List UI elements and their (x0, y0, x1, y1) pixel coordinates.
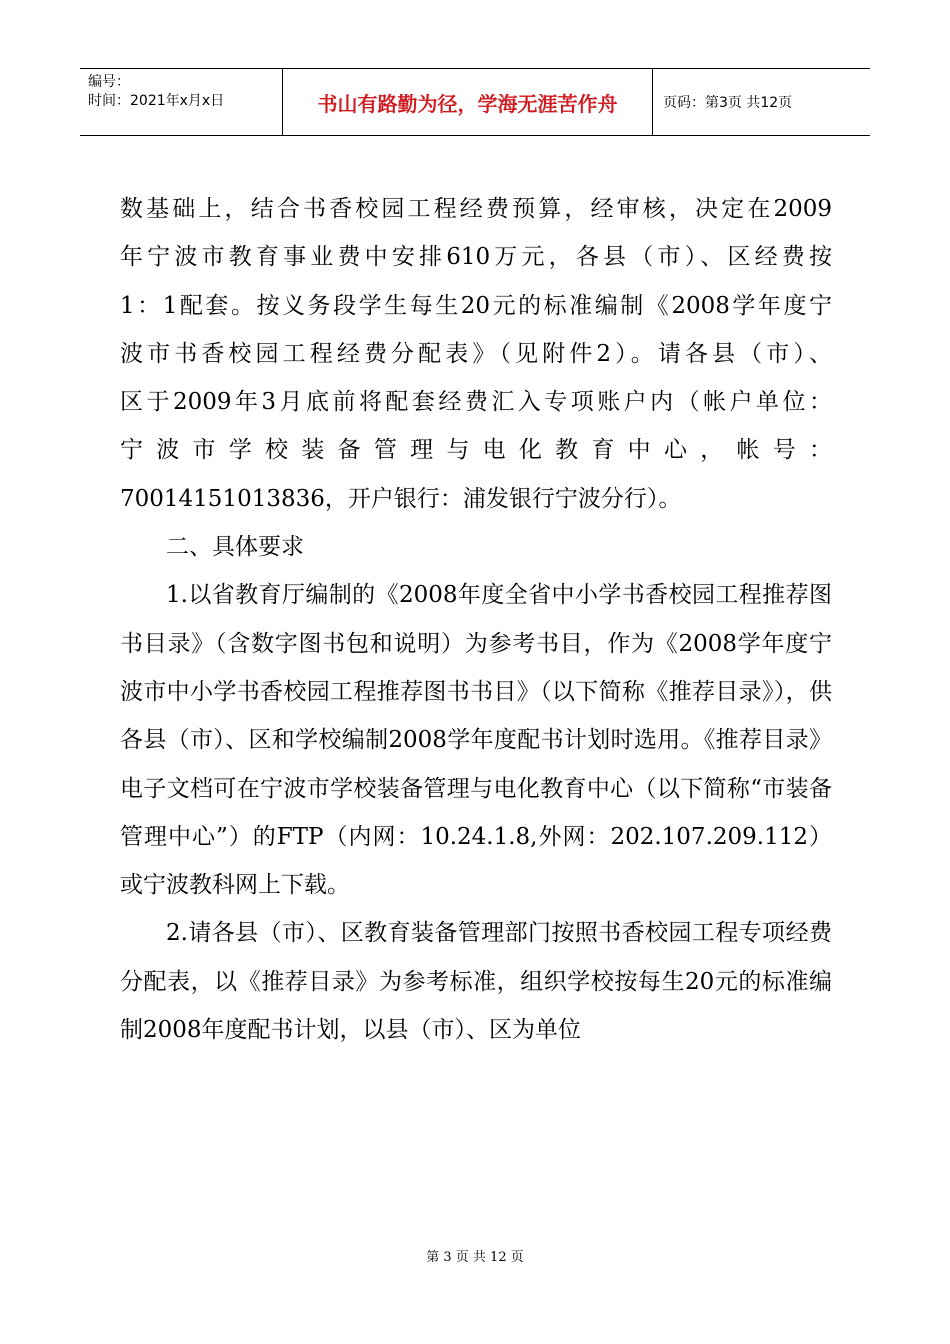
text-line: 年宁波市教育事业费中安排610万元，各县（市）、区经费按 (120, 244, 832, 271)
page-header (80, 68, 870, 136)
text-line: 波市书香校园工程经费分配表》（见附件2）。请各县（市）、 (120, 340, 832, 367)
section-title: 二、具体要求 (166, 534, 304, 561)
paragraph-item-1: 1.以省教育厅编制的《2008年度全省中小学书香校园工程推荐图书目录》（含数字图书包和说明）为参考书目，作为《2008学年度宁波市中小学书香校园工程推荐图书书目》（以下简称《推荐目录》），供各县（市）、区和学校编制2008学年度配书计划时选用。《推荐目录》电子文档可在宁波市学校装备管理与电化教育中心（以下简称“市装备管理中心”）的FTP（内网：10.24.1.8,外网：202.107.209.112）或宁波教科网上下载。 (120, 582, 832, 899)
text-line: 1：1配套。按义务段学生每生20元的标准编制《2008学年度宁 (120, 292, 832, 319)
document-body (120, 185, 832, 1054)
date-label: 时间：2021年x月x日 (88, 93, 225, 109)
number-label: 编号： (88, 74, 130, 90)
paragraph-item-2: 2.请各县（市）、区教育装备管理部门按照书香校园工程专项经费分配表，以《推荐目录》为参考标准，组织学校按每生20元的标准编制2008年度配书计划，以县（市）、区为单位 (120, 920, 832, 1044)
text-line: 宁波市学校装备管理与电化教育中心，帐号： (120, 437, 832, 464)
header-meta (80, 69, 283, 135)
page-footer: 第 3 页 共 12 页 (426, 1250, 524, 1265)
header-page-info: 页码：第3页 共12页 (663, 95, 793, 111)
text-line: 70014151013836，开户银行：浦发银行宁波分行）。 (120, 485, 682, 512)
header-motto: 书山有路勤为径，学海无涯苦作舟 (283, 69, 653, 135)
text-line: 数基础上，结合书香校园工程经费预算，经审核，决定在2009 (120, 196, 832, 222)
text-line: 区于2009年3月底前将配套经费汇入专项账户内（帐户单位： (120, 389, 832, 416)
paragraph-funding (120, 185, 832, 523)
